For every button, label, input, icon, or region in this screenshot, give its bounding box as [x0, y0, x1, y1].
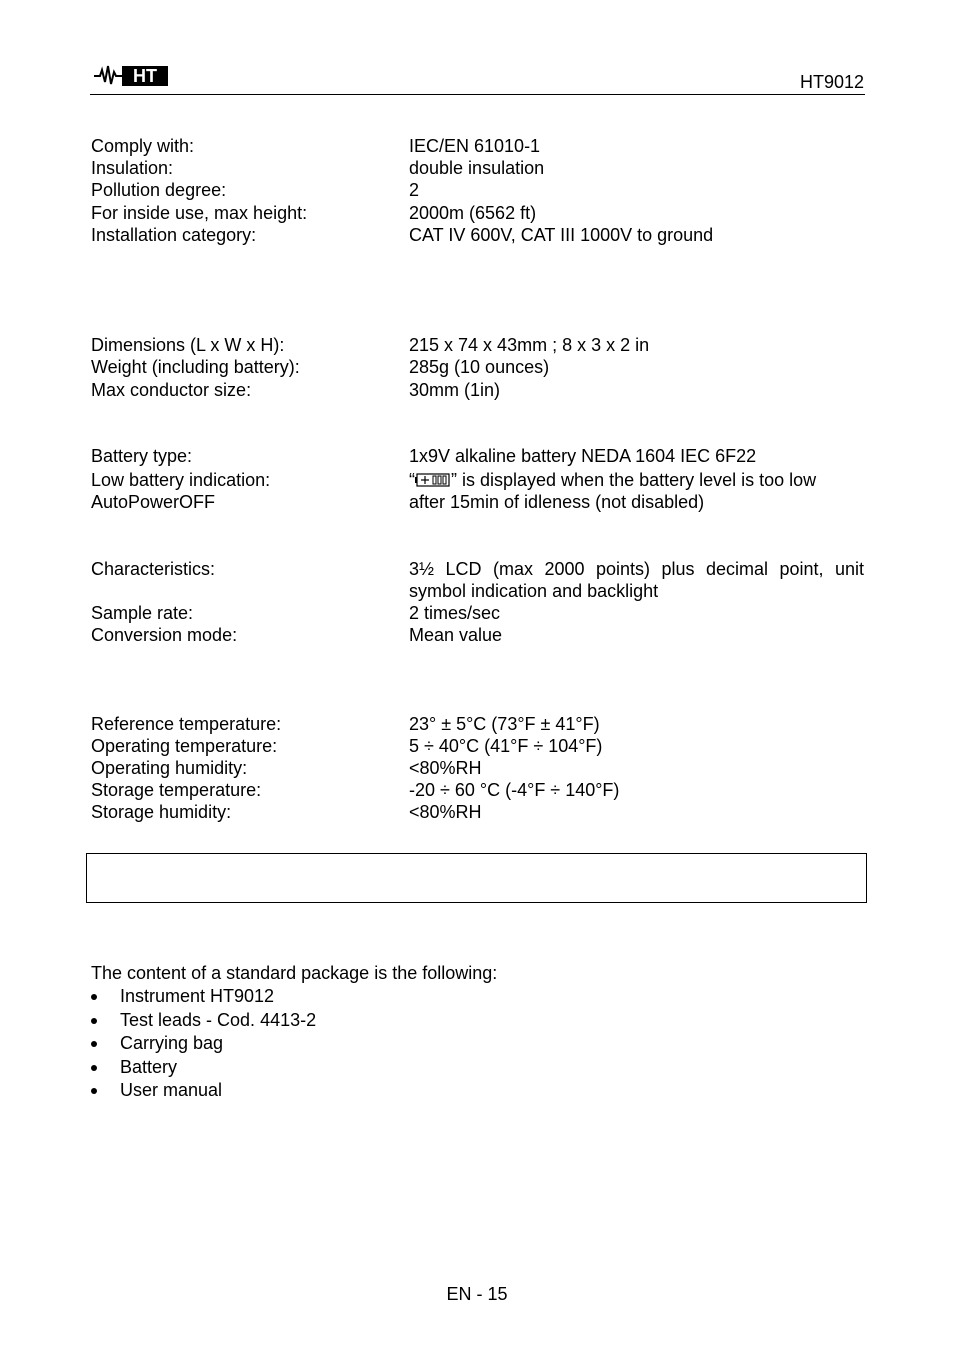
spec-row [91, 135, 864, 157]
spec-value: 2 [409, 180, 420, 200]
spec-label: Storage humidity: [91, 802, 232, 822]
spec-row [91, 445, 864, 467]
spec-label: Dimensions (L x W x H): [91, 335, 285, 355]
spec-value: double insulation [409, 158, 545, 178]
spec-row [91, 356, 864, 378]
list-item-text: Test leads - Cod. 4413-2 [120, 1009, 317, 1030]
list-item [91, 985, 316, 1009]
spec-value: 285g (10 ounces) [409, 357, 550, 377]
spec-row [91, 379, 864, 401]
svg-text:HT: HT [133, 66, 157, 86]
list-item [91, 1009, 316, 1033]
spec-value: 1x9V alkaline battery NEDA 1604 IEC 6F22 [409, 446, 757, 466]
open-quote: “ [409, 470, 415, 490]
spec-label: Sample rate: [91, 603, 194, 623]
spec-value: 2 times/sec [409, 603, 501, 623]
spec-value: 30mm (1in) [409, 380, 501, 400]
model-number: HT9012 [799, 72, 864, 92]
package-intro: The content of a standard package is the following: [91, 963, 498, 983]
spec-value: -20 ÷ 60 °C (-4°F ÷ 140°F) [409, 780, 620, 800]
battery-icon [415, 471, 451, 487]
bullet-icon [91, 1065, 97, 1071]
spec-label: Comply with: [91, 136, 195, 156]
list-item-text: Carrying bag [120, 1033, 224, 1053]
spec-value: CAT IV 600V, CAT III 1000V to ground [409, 225, 714, 245]
spec-label: Operating temperature: [91, 736, 278, 756]
spec-value: IEC/EN 61010-1 [409, 136, 541, 156]
spec-row [91, 202, 864, 224]
spec-value [409, 469, 816, 491]
spec-row [91, 469, 864, 491]
spec-label: Weight (including battery): [91, 357, 300, 377]
spec-row [91, 157, 864, 179]
spec-value: 5 ÷ 40°C (41°F ÷ 104°F) [409, 736, 603, 756]
page-number: EN - 15 [446, 1284, 508, 1304]
spec-label: AutoPowerOFF [91, 492, 216, 512]
spec-row [91, 624, 864, 646]
list-item [91, 1056, 316, 1080]
list-item-text: Instrument HT9012 [120, 986, 275, 1006]
spec-value: 2000m (6562 ft) [409, 203, 537, 223]
spec-row [91, 558, 864, 602]
spec-label: Battery type: [91, 446, 193, 466]
spec-label: Characteristics: [91, 559, 216, 579]
spec-row [91, 334, 864, 356]
header-rule [90, 94, 865, 95]
bullet-icon [91, 1018, 97, 1024]
spec-value: 215 x 74 x 43mm ; 8 x 3 x 2 in [409, 335, 650, 355]
spec-row [91, 713, 864, 735]
spec-label: For inside use, max height: [91, 203, 308, 223]
section-box [86, 853, 867, 903]
spec-value: <80%RH [409, 802, 482, 822]
spec-label: Reference temperature: [91, 714, 282, 734]
spec-label: Pollution degree: [91, 180, 227, 200]
spec-label: Conversion mode: [91, 625, 238, 645]
spec-row [91, 179, 864, 201]
bullet-icon [91, 1041, 97, 1047]
spec-row [91, 491, 864, 513]
ht-logo [92, 62, 172, 88]
low-battery-text: ” is displayed when the battery level is too low [451, 470, 817, 490]
spec-value: <80%RH [409, 758, 482, 778]
spec-row [91, 779, 864, 801]
list-item [91, 1079, 316, 1103]
spec-value: after 15min of idleness (not disabled) [409, 492, 705, 512]
list-item [91, 1032, 316, 1056]
list-item-text: User manual [120, 1080, 223, 1100]
spec-label: Installation category: [91, 225, 257, 245]
spec-value: 3½ LCD (max 2000 points) plus decimal point, unit symbol indication and backlight [409, 559, 864, 601]
spec-label: Operating humidity: [91, 758, 248, 778]
list-item-text: Battery [120, 1056, 178, 1077]
spec-label: Low battery indication: [91, 470, 271, 490]
spec-value: 23° ± 5°C (73°F ± 41°F) [409, 714, 600, 734]
spec-value: Mean value [409, 625, 503, 645]
spec-row [91, 602, 864, 624]
spec-row [91, 801, 864, 823]
spec-row [91, 757, 864, 779]
spec-label: Max conductor size: [91, 380, 252, 400]
bullet-icon [91, 994, 97, 1000]
spec-row [91, 224, 864, 246]
spec-label: Storage temperature: [91, 780, 262, 800]
package-list [91, 985, 316, 1103]
spec-label: Insulation: [91, 158, 174, 178]
bullet-icon [91, 1088, 97, 1094]
spec-row [91, 735, 864, 757]
